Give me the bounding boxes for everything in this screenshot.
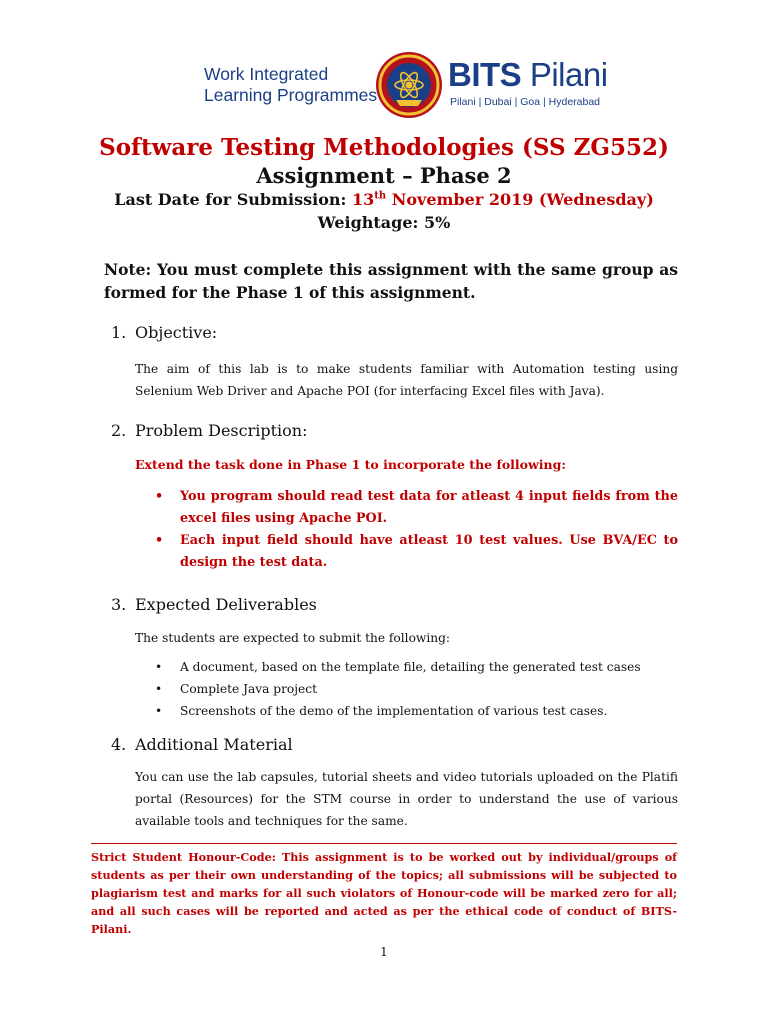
last-date-day: 13: [352, 190, 375, 209]
last-date-label: Last Date for Submission:: [114, 190, 347, 209]
wilp-logo-text: [204, 64, 377, 106]
bits-pilani-seal-icon: [374, 50, 444, 120]
last-date-rest: November 2019 (Wednesday): [391, 190, 654, 209]
section-title: Additional Material: [135, 735, 293, 754]
section-heading-problem: [111, 421, 307, 440]
bullet-icon: •: [155, 682, 163, 696]
section-heading-additional: [111, 735, 293, 754]
deliverables-bullets: [135, 656, 678, 722]
course-title: Software Testing Methodologies (SS ZG552): [99, 134, 669, 161]
section-number: 1.: [111, 323, 127, 342]
honour-code: Strict Student Honour-Code: This assignment is to be worked out by individual/groups of students as per their own understanding of the topics; all submissions will be subjected to plagiarism test and marks for all such violators of Honour-code will be marked zero for all; and all such cases will be reported and acted as per the ethical code of conduct of BITS-Pilani.: [91, 850, 677, 936]
section-title: Objective:: [135, 323, 218, 342]
bullet-text: You program should read test data for atleast 4 input fields from the excel files using Apache POI.: [180, 489, 678, 526]
section-title: Problem Description:: [135, 421, 308, 440]
bullet-icon: •: [155, 489, 164, 504]
section-number: 4.: [111, 735, 127, 754]
list-item: [135, 486, 678, 530]
group-note: Note: You must complete this assignment with the same group as formed for the Phase 1 of this assignment.: [104, 260, 678, 302]
problem-intro: Extend the task done in Phase 1 to incorporate the following:: [135, 457, 566, 472]
last-date-suffix: th: [374, 190, 387, 202]
list-item: [135, 700, 678, 722]
additional-material-text: You can use the lab capsules, tutorial sheets and video tutorials uploaded on the Platifi portal (Resources) for the STM course in order to understand the use of various available tools and techniques for the same.: [135, 770, 678, 828]
list-item: [135, 656, 678, 678]
section-heading-objective: [111, 323, 217, 342]
bits-campuses: Pilani | Dubai | Goa | Hyderabad: [450, 96, 601, 108]
wilp-line-1: Work Integrated: [204, 64, 329, 84]
bullet-text: Screenshots of the demo of the implementation of various test cases.: [180, 704, 608, 718]
section-number: 3.: [111, 595, 127, 614]
bits-wordmark-bold: BITS: [448, 56, 522, 93]
bits-pilani-wordmark: [448, 56, 608, 94]
bits-wordmark-light: Pilani: [529, 56, 608, 93]
section-number: 2.: [111, 421, 127, 440]
list-item: [135, 678, 678, 700]
wilp-line-2: Learning Programmes: [204, 85, 378, 105]
bullet-icon: •: [155, 660, 163, 674]
section-title: Expected Deliverables: [135, 595, 317, 614]
weightage: Weightage: 5%: [317, 213, 451, 232]
bullet-text: Complete Java project: [180, 682, 317, 696]
deliverables-intro: The students are expected to submit the following:: [135, 631, 450, 645]
page-number: 1: [380, 945, 388, 959]
bullet-text: A document, based on the template file, detailing the generated test cases: [180, 660, 641, 674]
list-item: [135, 530, 678, 574]
problem-bullets: [135, 486, 678, 574]
bullet-icon: •: [155, 533, 164, 548]
objective-text: The aim of this lab is to make students familiar with Automation testing using Selenium Web Driver and Apache POI (for interfacing Excel files with Java).: [135, 362, 678, 398]
bullet-text: Each input field should have atleast 10 test values. Use BVA/EC to design the test data.: [180, 533, 678, 570]
section-heading-deliverables: [111, 595, 317, 614]
last-date-value: [352, 190, 654, 209]
bullet-icon: •: [155, 704, 163, 718]
last-date-line: [0, 190, 768, 209]
honour-code-divider: [91, 843, 677, 844]
assignment-phase-title: Assignment – Phase 2: [256, 163, 512, 188]
